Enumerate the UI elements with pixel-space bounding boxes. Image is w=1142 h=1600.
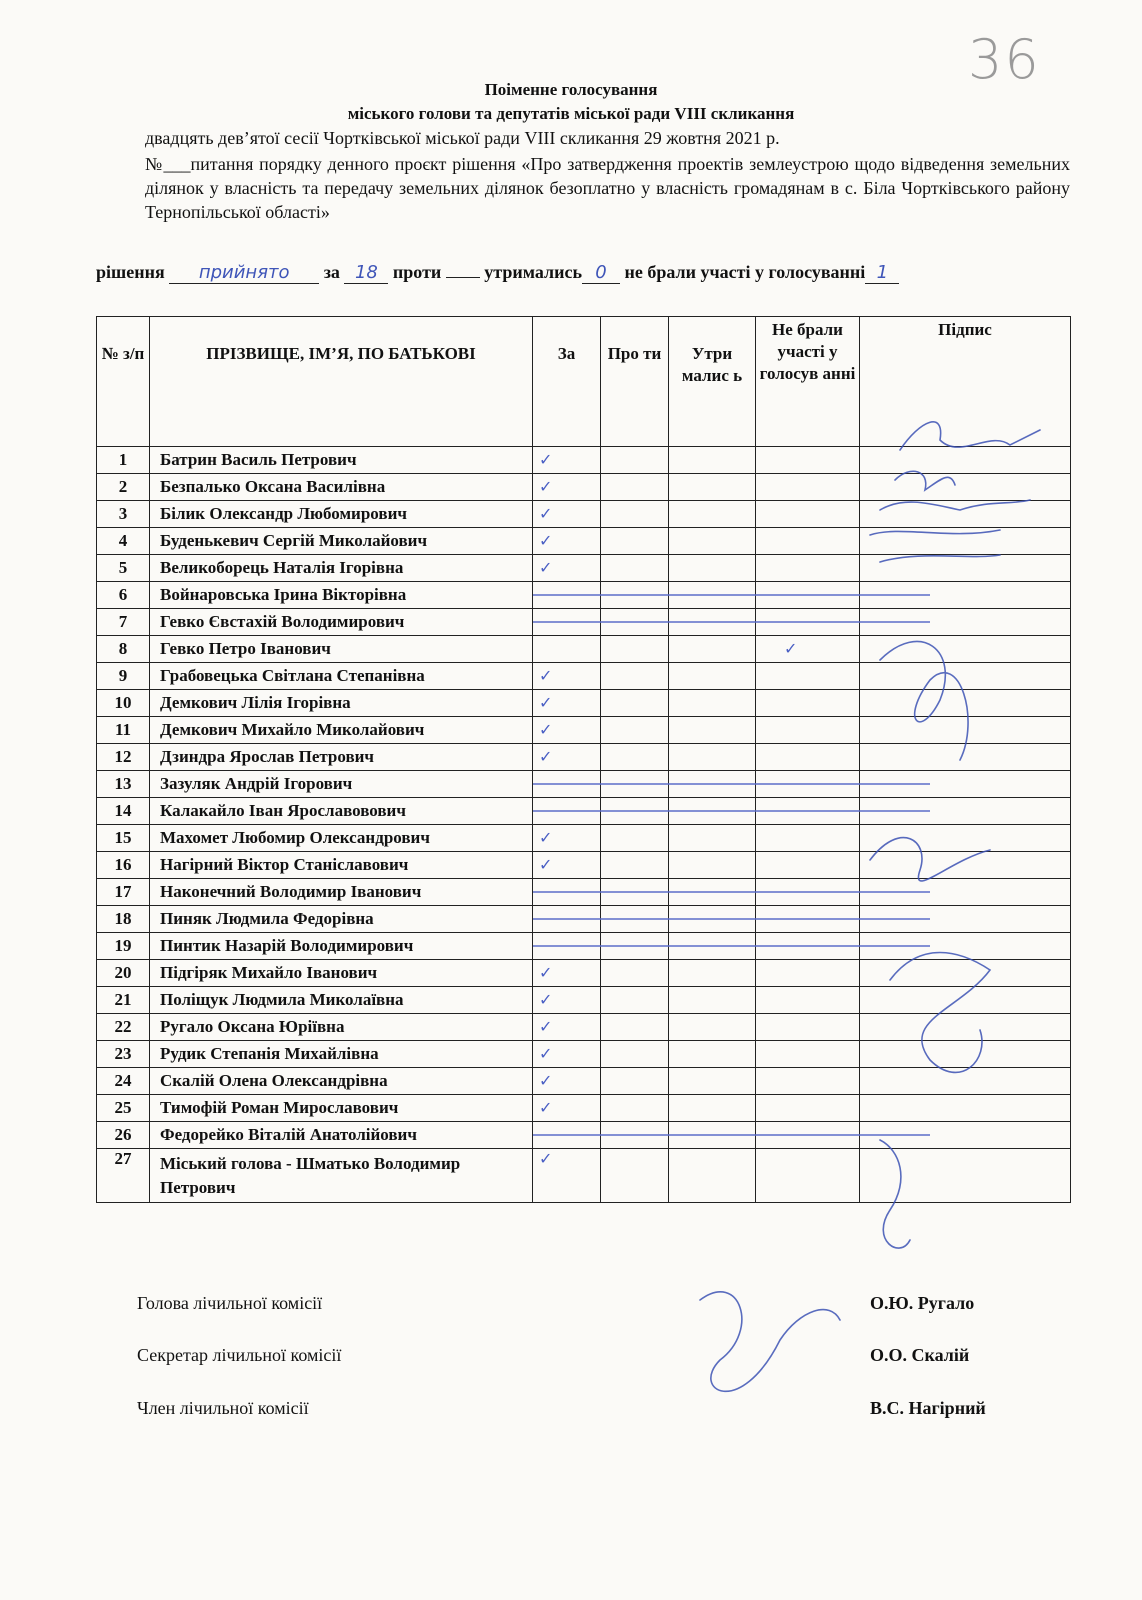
- deputy-name: Гевко Петро Іванович: [150, 636, 533, 663]
- cell-not-voted: [756, 1014, 860, 1041]
- row-number: 10: [97, 690, 150, 717]
- table-row: [97, 690, 1071, 717]
- cell-signature: [860, 1068, 1071, 1095]
- table-row: [97, 1041, 1071, 1068]
- cell-for: [533, 906, 601, 933]
- cell-not-voted: [756, 825, 860, 852]
- check-mark-icon: ✓: [784, 639, 798, 658]
- cell-abstained: [669, 1014, 756, 1041]
- deputy-name: Войнаровська Ірина Вікторівна: [150, 582, 533, 609]
- cell-signature: [860, 960, 1071, 987]
- cell-abstained: [669, 906, 756, 933]
- cell-abstained: [669, 474, 756, 501]
- check-mark-icon: ✓: [539, 855, 553, 874]
- cell-abstained: [669, 636, 756, 663]
- cell-against: [601, 717, 669, 744]
- deputy-name: Поліщук Людмила Миколаївна: [150, 987, 533, 1014]
- check-mark-icon: ✓: [539, 1149, 553, 1168]
- cell-against: [601, 528, 669, 555]
- chair-name: О.Ю. Ругало: [870, 1293, 975, 1313]
- header-signature: Підпис: [860, 317, 1071, 447]
- cell-against: [601, 474, 669, 501]
- cell-signature: [860, 501, 1071, 528]
- cell-signature: [860, 933, 1071, 960]
- abstained-label: утримались: [484, 262, 582, 282]
- document-subtitle: міського голови та депутатів міської ради VIII скликання: [347, 104, 795, 123]
- cell-abstained: [669, 582, 756, 609]
- table-row: [97, 1149, 1071, 1203]
- cell-not-voted: [756, 636, 860, 663]
- cell-for: [533, 825, 601, 852]
- table-row: [97, 474, 1071, 501]
- row-number: 2: [97, 474, 150, 501]
- deputy-name: Тимофій Роман Мирославович: [150, 1095, 533, 1122]
- cell-signature: [860, 852, 1071, 879]
- cell-not-voted: [756, 879, 860, 906]
- cell-for: [533, 663, 601, 690]
- cell-for: [533, 690, 601, 717]
- row-number: 19: [97, 933, 150, 960]
- cell-abstained: [669, 609, 756, 636]
- cell-signature: [860, 690, 1071, 717]
- row-number: 26: [97, 1122, 150, 1149]
- cell-not-voted: [756, 744, 860, 771]
- cell-abstained: [669, 1122, 756, 1149]
- header-against: Про ти: [601, 317, 669, 447]
- cell-abstained: [669, 528, 756, 555]
- cell-signature: [860, 636, 1071, 663]
- cell-abstained: [669, 879, 756, 906]
- cell-for: [533, 933, 601, 960]
- cell-for: [533, 771, 601, 798]
- cell-against: [601, 1149, 669, 1203]
- deputy-name: Білик Олександр Любомирович: [150, 501, 533, 528]
- cell-not-voted: [756, 609, 860, 636]
- cell-signature: [860, 906, 1071, 933]
- cell-abstained: [669, 825, 756, 852]
- row-number: 3: [97, 501, 150, 528]
- cell-for: [533, 555, 601, 582]
- deputy-name: Безпалько Оксана Василівна: [150, 474, 533, 501]
- row-number: 5: [97, 555, 150, 582]
- row-number: 15: [97, 825, 150, 852]
- cell-abstained: [669, 1068, 756, 1095]
- check-mark-icon: ✓: [539, 828, 553, 847]
- cell-for: [533, 528, 601, 555]
- deputy-name: Пиняк Людмила Федорівна: [150, 906, 533, 933]
- cell-signature: [860, 474, 1071, 501]
- cell-signature: [860, 1149, 1071, 1203]
- cell-abstained: [669, 987, 756, 1014]
- deputy-name: Грабовецька Світлана Степанівна: [150, 663, 533, 690]
- cell-for: [533, 744, 601, 771]
- cell-not-voted: [756, 1068, 860, 1095]
- secretary-label: Секретар лічильної комісії: [137, 1345, 342, 1365]
- page-number: 36: [968, 28, 1041, 91]
- row-number: 14: [97, 798, 150, 825]
- row-number: 16: [97, 852, 150, 879]
- table-row: [97, 744, 1071, 771]
- row-number: 25: [97, 1095, 150, 1122]
- cell-for: [533, 474, 601, 501]
- cell-abstained: [669, 1095, 756, 1122]
- deputy-name: Великоборець Наталія Ігорівна: [150, 555, 533, 582]
- cell-not-voted: [756, 960, 860, 987]
- header-for: За: [533, 317, 601, 447]
- row-number: 6: [97, 582, 150, 609]
- table-row: [97, 555, 1071, 582]
- cell-abstained: [669, 1149, 756, 1203]
- cell-against: [601, 879, 669, 906]
- cell-abstained: [669, 852, 756, 879]
- cell-not-voted: [756, 1122, 860, 1149]
- cell-against: [601, 798, 669, 825]
- cell-not-voted: [756, 771, 860, 798]
- table-row: [97, 879, 1071, 906]
- check-mark-icon: ✓: [539, 1098, 553, 1117]
- cell-against: [601, 1014, 669, 1041]
- cell-abstained: [669, 933, 756, 960]
- row-number: 12: [97, 744, 150, 771]
- check-mark-icon: ✓: [539, 720, 553, 739]
- cell-for: [533, 879, 601, 906]
- table-row: [97, 501, 1071, 528]
- table-row: [97, 447, 1071, 474]
- against-label: проти: [392, 262, 442, 282]
- secretary-name: О.О. Скалій: [870, 1345, 970, 1365]
- row-number: 8: [97, 636, 150, 663]
- cell-against: [601, 555, 669, 582]
- cell-against: [601, 825, 669, 852]
- cell-not-voted: [756, 690, 860, 717]
- cell-not-voted: [756, 447, 860, 474]
- deputy-name: Дзиндра Ярослав Петрович: [150, 744, 533, 771]
- cell-against: [601, 582, 669, 609]
- table-row: [97, 663, 1071, 690]
- cell-against: [601, 1095, 669, 1122]
- deputy-name: Міський голова - Шматько Володимир Петрович: [150, 1149, 533, 1203]
- table-row: [97, 528, 1071, 555]
- check-mark-icon: ✓: [539, 963, 553, 982]
- cell-abstained: [669, 744, 756, 771]
- for-value: 18: [344, 262, 388, 284]
- table-row: [97, 717, 1071, 744]
- row-number: 18: [97, 906, 150, 933]
- row-number: 1: [97, 447, 150, 474]
- cell-signature: [860, 798, 1071, 825]
- row-number: 13: [97, 771, 150, 798]
- cell-for: [533, 987, 601, 1014]
- cell-for: [533, 447, 601, 474]
- cell-not-voted: [756, 1041, 860, 1068]
- cell-not-voted: [756, 582, 860, 609]
- check-mark-icon: ✓: [539, 990, 553, 1009]
- cell-not-voted: [756, 555, 860, 582]
- table-row: [97, 906, 1071, 933]
- cell-abstained: [669, 717, 756, 744]
- decision-label: рішення: [96, 262, 165, 282]
- cell-not-voted: [756, 1095, 860, 1122]
- for-label: за: [323, 262, 340, 282]
- cell-abstained: [669, 960, 756, 987]
- deputy-name: Рудик Степанія Михайлівна: [150, 1041, 533, 1068]
- cell-not-voted: [756, 663, 860, 690]
- deputy-name: Демкович Лілія Ігорівна: [150, 690, 533, 717]
- check-mark-icon: ✓: [539, 693, 553, 712]
- cell-against: [601, 771, 669, 798]
- not-voted-value: 1: [865, 262, 899, 284]
- cell-not-voted: [756, 717, 860, 744]
- cell-against: [601, 852, 669, 879]
- table-row: [97, 933, 1071, 960]
- check-mark-icon: ✓: [539, 504, 553, 523]
- check-mark-icon: ✓: [539, 1017, 553, 1036]
- cell-against: [601, 1122, 669, 1149]
- cell-not-voted: [756, 501, 860, 528]
- table-row: [97, 1014, 1071, 1041]
- document-title: Поіменне голосування: [484, 80, 658, 99]
- table-row: [97, 798, 1071, 825]
- cell-against: [601, 609, 669, 636]
- table-row: [97, 609, 1071, 636]
- cell-abstained: [669, 690, 756, 717]
- cell-signature: [860, 744, 1071, 771]
- cell-for: [533, 852, 601, 879]
- row-number: 11: [97, 717, 150, 744]
- check-mark-icon: ✓: [539, 531, 553, 550]
- check-mark-icon: ✓: [539, 1071, 553, 1090]
- vote-table: [96, 316, 1071, 1203]
- check-mark-icon: ✓: [539, 666, 553, 685]
- deputy-name: Буденькевич Сергій Миколайович: [150, 528, 533, 555]
- cell-against: [601, 690, 669, 717]
- deputy-name: Ругало Оксана Юріївна: [150, 1014, 533, 1041]
- deputy-name: Гевко Євстахій Володимирович: [150, 609, 533, 636]
- table-row: [97, 960, 1071, 987]
- table-row: [97, 1095, 1071, 1122]
- check-mark-icon: ✓: [539, 747, 553, 766]
- cell-against: [601, 1068, 669, 1095]
- signature-commission: [700, 1292, 840, 1392]
- cell-abstained: [669, 555, 756, 582]
- cell-signature: [860, 1014, 1071, 1041]
- member-label: Член лічильної комісії: [137, 1398, 309, 1418]
- decision-value: прийнято: [169, 262, 319, 284]
- against-blank: [446, 277, 480, 278]
- table-row: [97, 1122, 1071, 1149]
- cell-signature: [860, 717, 1071, 744]
- row-number: 24: [97, 1068, 150, 1095]
- deputy-name: Пинтик Назарій Володимирович: [150, 933, 533, 960]
- not-voted-label: не брали участі у голосуванні: [624, 262, 866, 282]
- check-mark-icon: ✓: [539, 1044, 553, 1063]
- cell-for: [533, 717, 601, 744]
- header-not-voted: Не брали участі у голосув анні: [756, 317, 860, 447]
- cell-signature: [860, 825, 1071, 852]
- cell-against: [601, 501, 669, 528]
- cell-against: [601, 987, 669, 1014]
- cell-abstained: [669, 1041, 756, 1068]
- check-mark-icon: ✓: [539, 450, 553, 469]
- cell-abstained: [669, 771, 756, 798]
- cell-signature: [860, 1095, 1071, 1122]
- cell-abstained: [669, 663, 756, 690]
- cell-not-voted: [756, 987, 860, 1014]
- header-abstained: Утри малис ь: [669, 317, 756, 447]
- deputy-name: Махомет Любомир Олександрович: [150, 825, 533, 852]
- deputy-name: Калакайло Іван Ярославовович: [150, 798, 533, 825]
- cell-not-voted: [756, 798, 860, 825]
- cell-signature: [860, 771, 1071, 798]
- table-row: [97, 987, 1071, 1014]
- row-number: 9: [97, 663, 150, 690]
- row-number: 4: [97, 528, 150, 555]
- deputy-name: Федорейко Віталій Анатолійович: [150, 1122, 533, 1149]
- cell-not-voted: [756, 528, 860, 555]
- cell-not-voted: [756, 474, 860, 501]
- row-number: 20: [97, 960, 150, 987]
- header-name: ПРІЗВИЩЕ, ІМ’Я, ПО БАТЬКОВІ: [150, 317, 533, 447]
- chair-label: Голова лічильної комісії: [137, 1293, 323, 1313]
- cell-for: [533, 960, 601, 987]
- cell-not-voted: [756, 933, 860, 960]
- table-row: [97, 771, 1071, 798]
- row-number: 17: [97, 879, 150, 906]
- cell-not-voted: [756, 1149, 860, 1203]
- table-row: [97, 636, 1071, 663]
- cell-not-voted: [756, 852, 860, 879]
- cell-signature: [860, 555, 1071, 582]
- cell-for: [533, 582, 601, 609]
- row-number: 23: [97, 1041, 150, 1068]
- member-name: В.С. Нагірний: [870, 1398, 986, 1418]
- cell-for: [533, 609, 601, 636]
- result-line: [96, 262, 899, 284]
- cell-signature: [860, 663, 1071, 690]
- deputy-name: Скалій Олена Олександрівна: [150, 1068, 533, 1095]
- cell-signature: [860, 1041, 1071, 1068]
- cell-against: [601, 906, 669, 933]
- deputy-name: Зазуляк Андрій Ігорович: [150, 771, 533, 798]
- check-mark-icon: ✓: [539, 558, 553, 577]
- table-row: [97, 1068, 1071, 1095]
- row-number: 21: [97, 987, 150, 1014]
- cell-against: [601, 933, 669, 960]
- cell-signature: [860, 582, 1071, 609]
- cell-for: [533, 1095, 601, 1122]
- table-row: [97, 852, 1071, 879]
- cell-for: [533, 1068, 601, 1095]
- row-number: 22: [97, 1014, 150, 1041]
- cell-against: [601, 744, 669, 771]
- deputy-name: Батрин Василь Петрович: [150, 447, 533, 474]
- row-number: 27: [97, 1149, 150, 1203]
- cell-signature: [860, 447, 1071, 474]
- cell-against: [601, 447, 669, 474]
- deputy-name: Наконечний Володимир Іванович: [150, 879, 533, 906]
- cell-abstained: [669, 447, 756, 474]
- table-row: [97, 825, 1071, 852]
- cell-abstained: [669, 798, 756, 825]
- table-row: [97, 582, 1071, 609]
- cell-for: [533, 501, 601, 528]
- cell-signature: [860, 609, 1071, 636]
- deputy-name: Демкович Михайло Миколайович: [150, 717, 533, 744]
- cell-for: [533, 1041, 601, 1068]
- row-number: 7: [97, 609, 150, 636]
- cell-signature: [860, 528, 1071, 555]
- cell-against: [601, 636, 669, 663]
- header-num: № з/п: [97, 317, 150, 447]
- abstained-value: 0: [582, 262, 620, 284]
- cell-for: [533, 798, 601, 825]
- cell-for: [533, 636, 601, 663]
- cell-against: [601, 1041, 669, 1068]
- cell-signature: [860, 1122, 1071, 1149]
- deputy-name: Нагірний Віктор Станіславович: [150, 852, 533, 879]
- cell-abstained: [669, 501, 756, 528]
- agenda-item: №___питання порядку денного проєкт рішення «Про затвердження проектів землеустрою щодо відведення земельних ділянок у власність та передачу земельних ділянок безоплатно у власність громадянам в с. Біла Чортківського району Тернопільської області»: [145, 154, 1070, 222]
- cell-signature: [860, 879, 1071, 906]
- cell-for: [533, 1014, 601, 1041]
- check-mark-icon: ✓: [539, 477, 553, 496]
- cell-for: [533, 1122, 601, 1149]
- cell-signature: [860, 987, 1071, 1014]
- deputy-name: Підгіряк Михайло Іванович: [150, 960, 533, 987]
- cell-for: [533, 1149, 601, 1203]
- cell-against: [601, 663, 669, 690]
- cell-against: [601, 960, 669, 987]
- session-line: двадцять дев’ятої сесії Чортківської міської ради VIII скликання 29 жовтня 2021 р.: [145, 128, 780, 148]
- cell-not-voted: [756, 906, 860, 933]
